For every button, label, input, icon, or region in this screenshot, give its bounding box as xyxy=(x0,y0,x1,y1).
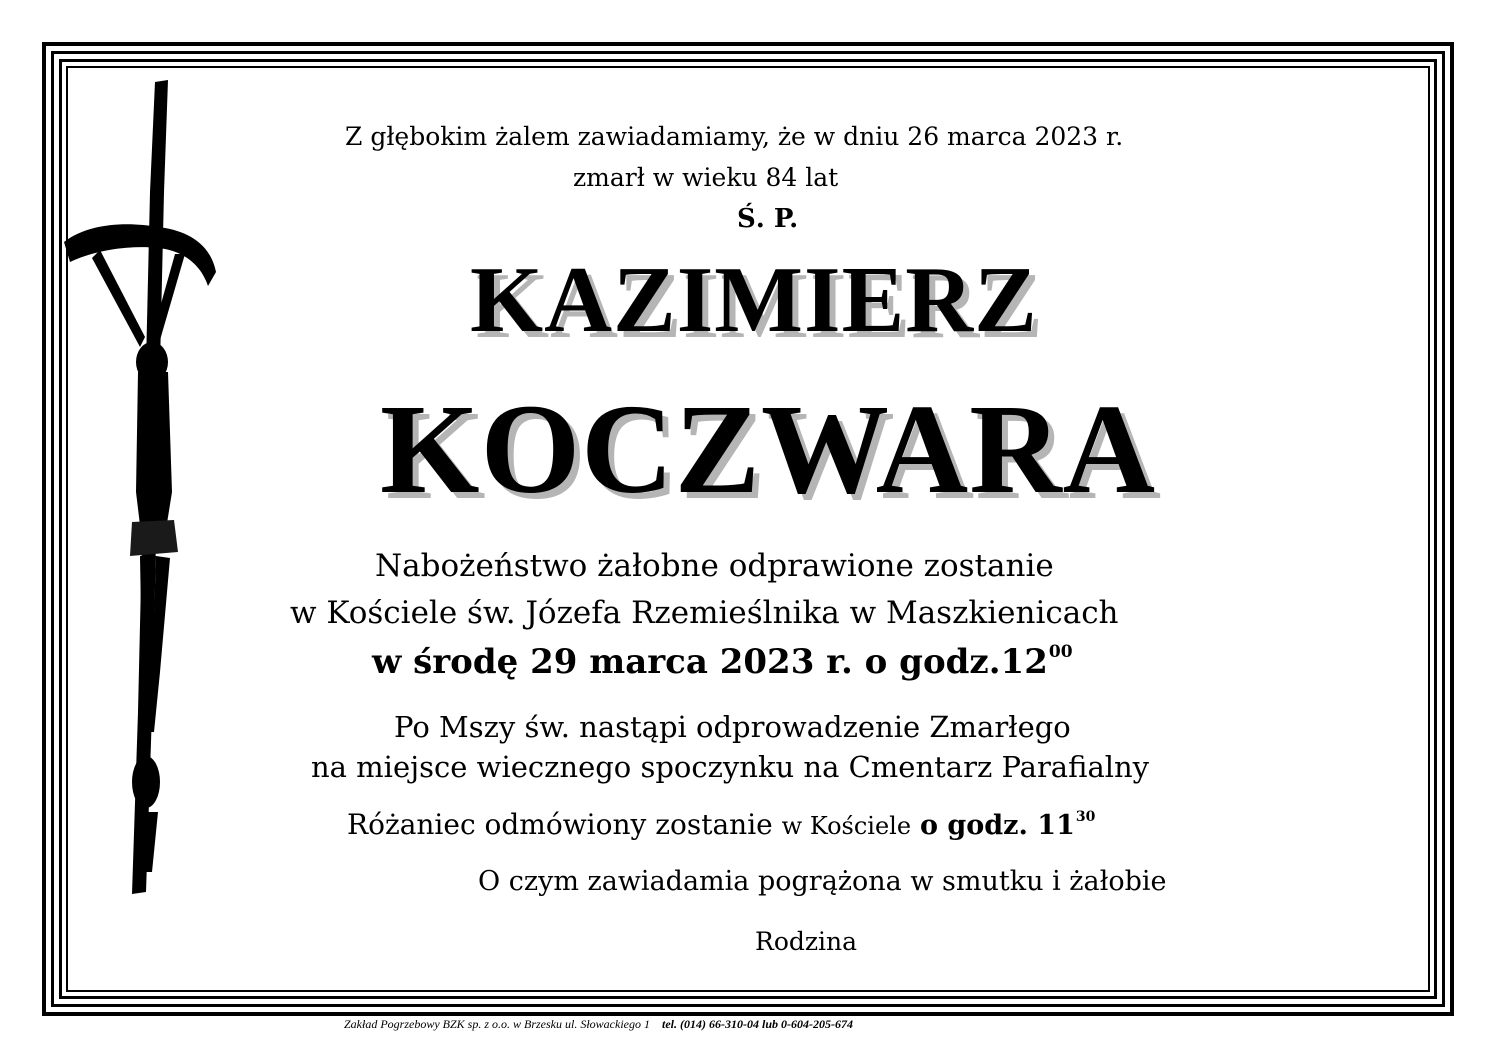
last-name: KOCZWARA xyxy=(380,378,1157,520)
footer xyxy=(344,1017,853,1032)
rosary-line xyxy=(347,808,1095,841)
rosary-time-minutes: 30 xyxy=(1075,809,1096,825)
after-line-1: Po Mszy św. nastąpi odprowadzenie Zmarłego xyxy=(394,710,1071,744)
mass-line-1: Nabożeństwo żałobne odprawione zostanie xyxy=(375,548,1054,584)
after-line-2: na miejsce wiecznego spoczynku na Cmentarz Parafialny xyxy=(311,750,1150,784)
mass-time-minutes: 00 xyxy=(1048,642,1073,662)
family-signature: Rodzina xyxy=(755,927,858,956)
first-name: KAZIMIERZ xyxy=(470,248,1038,352)
rosary-place: w Kościele xyxy=(781,812,912,840)
footer-company: Zakład Pogrzebowy BZK sp. z o.o. w Brzesku ul. Słowackiego 1 xyxy=(344,1017,650,1031)
age-line: zmarł w wieku 84 lat xyxy=(573,163,839,192)
rosary-text: Różaniec odmówiony zostanie xyxy=(347,808,773,841)
footer-phone: tel. (014) 66-310-04 lub 0-604-205-674 xyxy=(662,1017,853,1031)
mass-date-text: w środę 29 marca 2023 r. o godz.12 xyxy=(372,642,1048,682)
crucifix-icon xyxy=(60,72,220,902)
prefix-sp: Ś. P. xyxy=(737,204,799,234)
rosary-time: o godz. 11 xyxy=(919,810,1075,841)
mass-line-2: w Kościele św. Józefa Rzemieślnika w Maszkienicach xyxy=(290,595,1119,631)
intro-line: Z głębokim żalem zawiadamiamy, że w dniu 26 marca 2023 r. xyxy=(345,122,1124,151)
mass-date xyxy=(372,642,1073,682)
family-line: O czym zawiadamia pogrążona w smutku i żałobie xyxy=(478,866,1167,897)
